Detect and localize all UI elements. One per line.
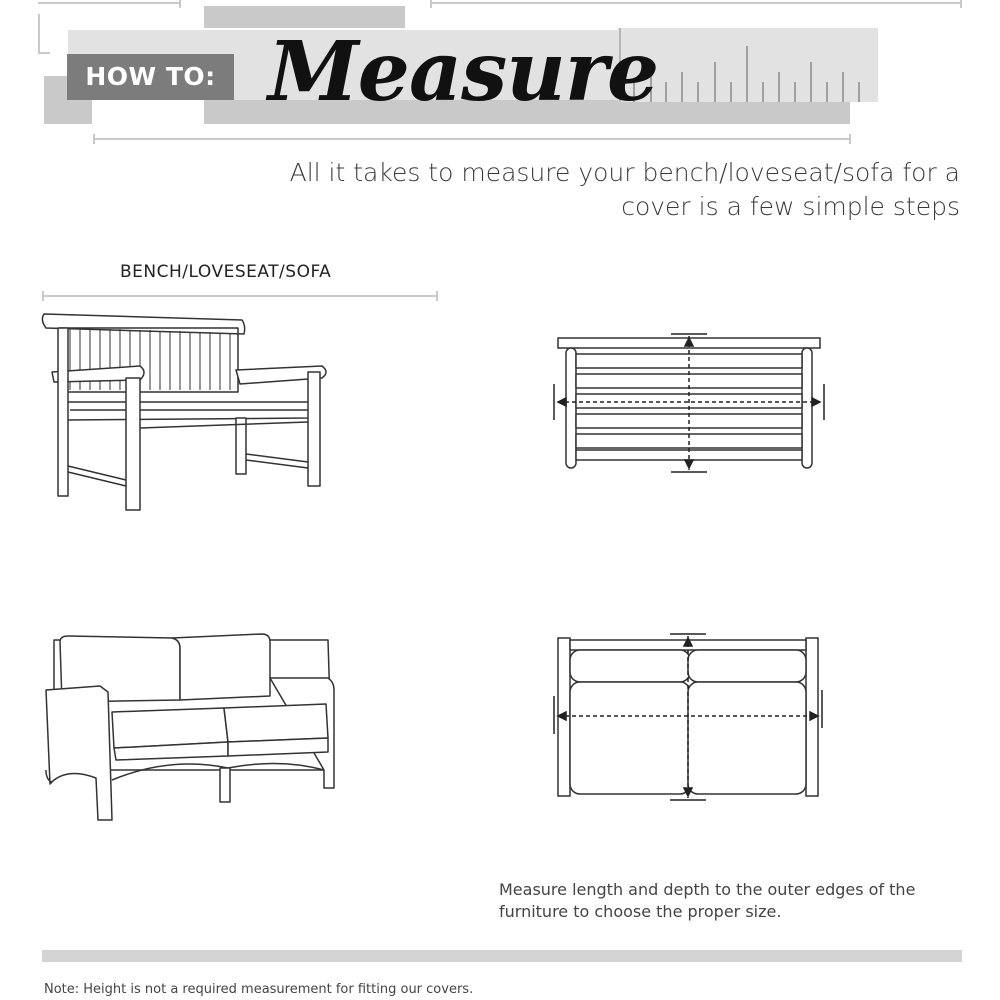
bench-top-view-diagram: [552, 332, 832, 477]
section-label: BENCH/LOVESEAT/SOFA: [120, 262, 332, 282]
footer-bar: [42, 950, 962, 962]
footer-note: Note: Height is not a required measurement for fitting our covers.: [44, 982, 474, 997]
header-underline-tick-right: [849, 134, 851, 144]
bench-front-illustration: [40, 310, 335, 515]
top-left-rule-tick: [179, 0, 181, 8]
top-right-rule-tick: [430, 0, 432, 8]
section-rule-tick-right: [436, 291, 438, 301]
loveseat-top-view-diagram: [552, 632, 832, 802]
page-title: Measure: [268, 24, 659, 120]
section-label-rule: [42, 295, 438, 297]
header-underline-tick-left: [93, 134, 95, 144]
left-bracket-tick: [38, 14, 40, 54]
instruction-text: Measure length and depth to the outer edges of the furniture to choose the proper size.: [499, 880, 916, 921]
how-to-badge: HOW TO:: [67, 54, 234, 100]
top-right-rule: [430, 2, 962, 4]
top-right-rule-end-tick: [960, 0, 962, 8]
page-subtitle: All it takes to measure your bench/loveseat/sofa for a cover is a few simple steps: [289, 158, 960, 221]
top-left-rule: [38, 2, 181, 4]
section-rule-tick-left: [42, 291, 44, 301]
header-underline-rule: [93, 138, 851, 140]
loveseat-front-illustration: [40, 630, 340, 825]
